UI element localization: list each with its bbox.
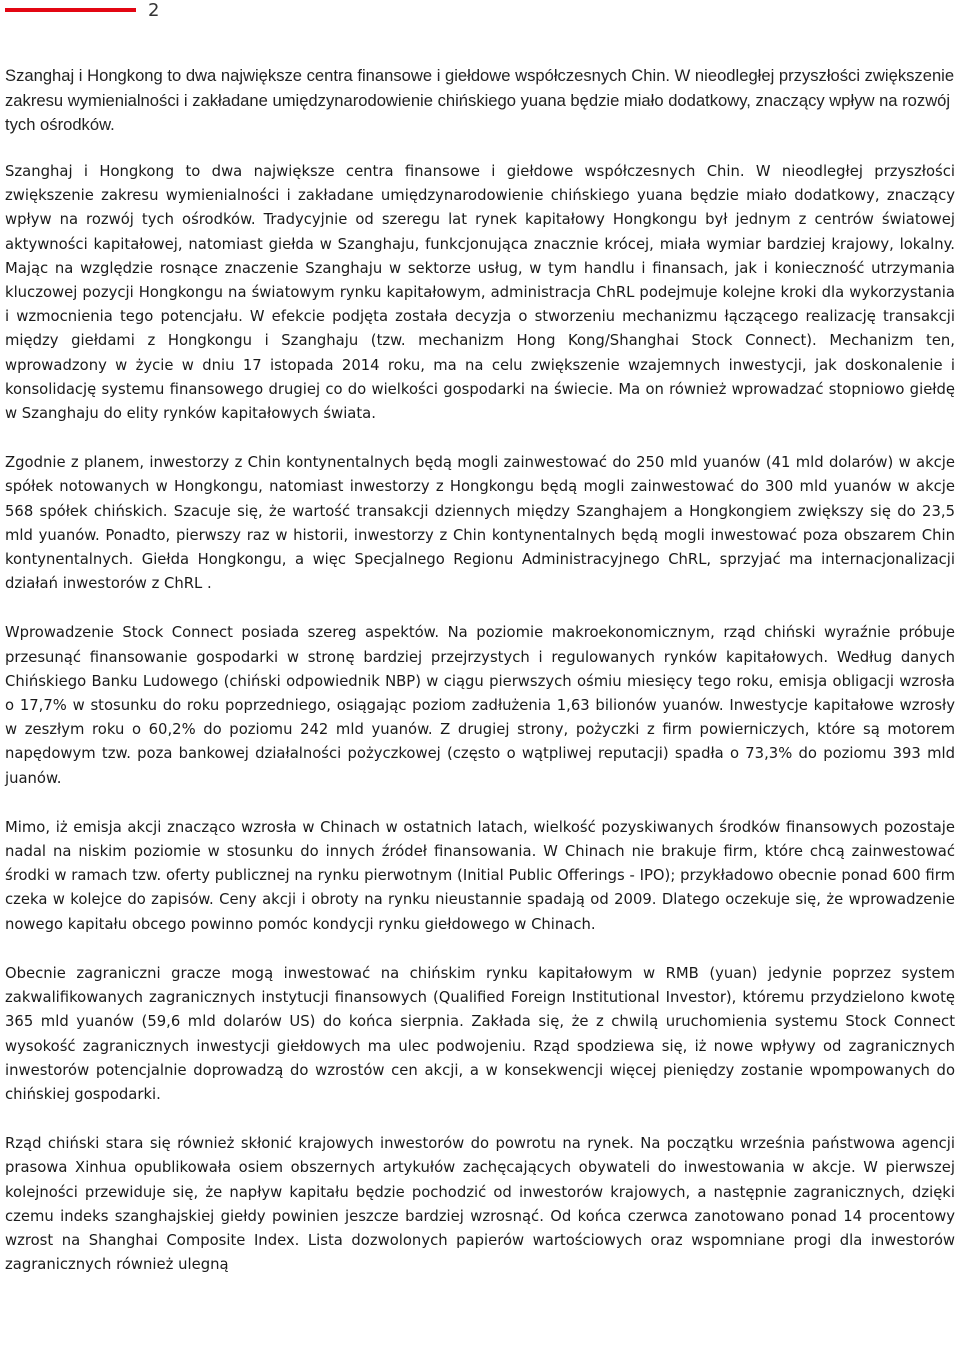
body-paragraph: Zgodnie z planem, inwestorzy z Chin kontynentalnych będą mogli zainwestować do 250 mld yuanów (41 mld dolarów) w akcje spółek notowanych w Hongkongu, natomiast inwestorzy z Hongkongu będą mogli zainwestować do 300 mld yuanów w akcje 568 spółek chińskich. Szacuje się, że wartość transakcji dziennych między Szanghajem a Hongkongiem zwiększy się do 23,5 mld yuanów. Ponadto, pierwszy raz w historii, inwestorzy z Chin kontynentalnych będą mogli inwestować poza obszarem Chin kontynentalnych. Giełda Hongkongu, a więc Specjalnego Regionu Administracyjnego ChRL, sprzyjać ma internacjonalizacji działań inwestorów z ChRL . [5, 454, 955, 593]
body-paragraph: Obecnie zagraniczni gracze mogą inwestować na chińskim rynku kapitałowym w RMB (yuan) jedynie poprzez system zakwalifikowanych zagranicznych instytucji finansowych (Qualified Foreign Institutional Investor), któremu przydzielono kwotę 365 mld yuanów (59,6 mld dolarów US) do końca sierpnia. Zakłada się, że z chwilą uruchomienia systemu Stock Connect wysokość zagranicznych inwestycji giełdowych ma ulec podwojeniu. Rząd spodziewa się, iż nowe wpływy od zagranicznych inwestorów potencjalnie doprowadzą do wzrostów cen akcji, a w konsekwencji więcej pieniędzy zostanie wpompowanych do chińskiej gospodarki. [5, 964, 955, 1103]
body-paragraph: Wprowadzenie Stock Connect posiada szereg aspektów. Na poziomie makroekonomicznym, rząd chiński wyraźnie próbuje przesunąć finansowanie gospodarki w stronę bardziej przejrzystych i regulowanych rynków kapitałowych. Według danych Chińskiego Banku Ludowego (chiński odpowiednik NBP) w ciągu pierwszych ośmiu miesięcy tego roku, emisja obligacji wzrosła o 17,7% w stosunku do roku poprzedniego, osiągając poziom zadłużenia 1,63 bilionów yuanów. Inwestycje kapitałowe wzrosły w zeszłym roku o 60,2% do poziomu 242 mld yuanów. Z drugiej strony, pożyczki z firm powierniczych, które są motorem napędowym tzw. poza bankowej działalności pożyczkowej (często o wątpliwej reputacji) spadła o 73,3% do poziomu 393 mld juanów. [5, 624, 955, 787]
body-paragraph: Rząd chiński stara się również skłonić krajowych inwestorów do powrotu na rynek. Na początku września państwowa agencji prasowa Xinhua opublikowała osiem obszernych artykułów zachęcających obywateli do inwestowania w akcje. W pierwszej kolejności przewiduje się, że napływ kapitału będzie pochodzić od inwestorów krajowych, a następnie zagranicznych, dzięki czemu indeks szanghajskiej giełdy powinien jeszcze bardziej wzrosnąć. Od końca czerwca zanotowano ponad 14 procentowy wzrost na Shanghai Composite Index. Lista dozwolonych papierów wartościowych oraz wspomniane progi dla inwestorów zagranicznych również ulegną [5, 1135, 955, 1274]
header-red-rule [5, 8, 136, 12]
page-number: 2 [148, 0, 160, 21]
body-paragraph: Szanghaj i Hongkong to dwa największe centra finansowe i giełdowe współczesnych Chin. W nieodległej przyszłości zwiększenie zakresu wymienialności i zakładane umiędzynarodowienie chińskiego yuana będzie miało dodatkowy, znaczący wpływ na rozwój tych ośrodków. Tradycyjnie od szeregu lat rynek kapitałowy Hongkongu był jednym z centrów światowej aktywności kapitałowej, natomiast giełda w Szanghaju, funkcjonująca znacznie krócej, miała wymiar bardziej krajowy, lokalny. Mając na względzie rosnące znaczenie Szanghaju w sektorze usług, w tym handlu i finansach, jak i konieczność utrzymania kluczowej pozycji Hongkongu na światowym rynku kapitałowym, administracja ChRL podejmuje kolejne kroki dla wykorzystania i wzmocnienia tego potencjału. W efekcie podjęta została decyzja o stworzeniu mechanizmu łączącego realizację transakcji między giełdami z Hongkongu i Szanghaju (tzw. mechanizm Hong Kong/Shanghai Stock Connect). Mechanizm ten, wprowadzony w życie w dniu 17 istopada 2014 roku, ma na celu zwiększenie wzajemnych inwestycji, jak doskonalenie i konsolidację systemu finansowego drugiej co do wielkości gospodarki na świecie. Ma on również wprowadzać stopniowo giełdę w Szanghaju do elity rynków kapitałowych świata. [5, 163, 955, 423]
intro-paragraph: Szanghaj i Hongkong to dwa największe centra finansowe i giełdowe współczesnych Chin. W nieodległej przyszłości zwiększenie zakresu wymienialności i zakładane umiędzynarodowienie chińskiego yuana będzie miało dodatkowy, znaczący wpływ na rozwój tych ośrodków. [5, 66, 955, 134]
page-header [0, 0, 960, 26]
body-paragraph: Mimo, iż emisja akcji znacząco wzrosła w Chinach w ostatnich latach, wielkość pozyskiwanych środków finansowych pozostaje nadal na niskim poziomie w stosunku do innych źródeł finansowania. W Chinach nie brakuje firm, które chcą zainwestować środki w ramach tzw. oferty publicznej na rynku pierwotnym (Initial Public Offerings - IPO); przykładowo obecnie ponad 600 firm czeka w kolejce do zapisów. Ceny akcji i obroty na rynku nieustannie spadają od 2009. Dlatego oczekuje się, że wprowadzenie nowego kapitału obcego powinno pomóc kondycji rynku giełdowego w Chinach. [5, 818, 955, 933]
article-body [5, 160, 955, 1302]
